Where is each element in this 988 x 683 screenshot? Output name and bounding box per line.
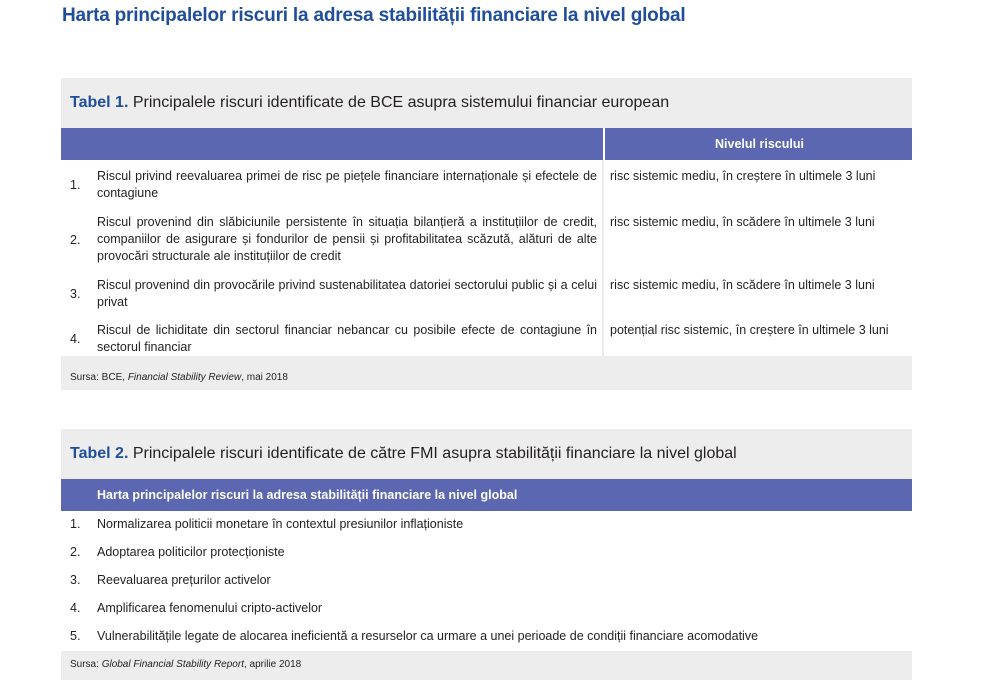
row-number: 1. (70, 178, 81, 192)
row-number: 2. (70, 233, 81, 247)
row-number: 4. (70, 601, 81, 615)
table-1-caption-number: Tabel 1. (70, 94, 129, 111)
row-number: 1. (70, 517, 81, 531)
row-number: 3. (70, 287, 81, 301)
table-1-source (70, 372, 288, 383)
table-2-body (61, 511, 912, 651)
table-2-header: Harta principalelor riscuri la adresa stabilității financiare la nivel global (97, 488, 518, 502)
source-date: , aprilie 2018 (243, 659, 302, 670)
table-1-caption-text: Principalele riscuri identificate de BCE asupra sistemului financiar european (132, 94, 670, 111)
table-1-header-row (61, 128, 912, 160)
table-1-caption (61, 78, 912, 128)
table-1-risk-level-header: Nivelul riscului (603, 128, 914, 160)
table-2-caption-number: Tabel 2. (70, 445, 129, 462)
risk-level: potențial risc sistemic, în creștere în ultimele 3 luni (610, 323, 889, 337)
table-2 (61, 429, 912, 680)
risk-description: Amplificarea fenomenului cripto-activelor (97, 601, 323, 615)
risk-level: risc sistemic mediu, în creștere în ultimele 3 luni (610, 169, 876, 183)
risk-description: Riscul provenind din provocările privind sustenabilitatea datoriei sectorului public și a celui privat (97, 278, 597, 309)
row-number: 5. (70, 629, 81, 643)
risk-level: risc sistemic mediu, în scădere în ultimele 3 luni (610, 215, 875, 229)
risk-description: Normalizarea politicii monetare în contextul presiunilor inflaționiste (97, 517, 464, 531)
risk-description: Reevaluarea prețurilor activelor (97, 573, 271, 587)
row-number: 4. (70, 332, 81, 346)
table-1 (61, 78, 912, 390)
table-2-caption (61, 429, 912, 479)
risk-description: Adoptarea politicilor protecționiste (97, 545, 285, 559)
risk-description: Riscul de lichiditate din sectorul financiar nebancar cu posibile efecte de contagiune în sectorul financiar (97, 323, 597, 354)
row-number: 3. (70, 573, 81, 587)
source-prefix: Sursa: (70, 659, 102, 670)
table-2-caption-text: Principalele riscuri identificate de către FMI asupra stabilității financiare la nivel global (132, 445, 737, 462)
risk-level: risc sistemic mediu, în scădere în ultimele 3 luni (610, 278, 875, 292)
page-title: Harta principalelor riscuri la adresa stabilității financiare la nivel global (62, 5, 686, 26)
source-prefix: Sursa: BCE, (70, 372, 128, 383)
risk-description: Vulnerabilitățile legate de alocarea ineficientă a resurselor ca urmare a unei perioade de condiții financiare acomodative (97, 629, 759, 643)
table-1-body (61, 160, 912, 356)
row-number: 2. (70, 545, 81, 559)
source-publication: Financial Stability Review (127, 372, 242, 383)
table-2-source (70, 659, 301, 670)
risk-description: Riscul privind reevaluarea primei de risc pe piețele financiare internaționale și efectele de contagiune (97, 169, 597, 200)
source-publication: Global Financial Stability Report (101, 659, 244, 670)
risk-description: Riscul provenind din slăbiciunile persistente în situația bilanțieră a instituțiilor de credit, companiilor de asigurare și fondurilor de pensii și profitabilitatea scăzută, alături de alte provocări structurale ale instituțiilor de credit (97, 215, 597, 263)
table-1-column-divider (602, 160, 604, 356)
table-2-header-row (61, 479, 912, 511)
source-date: , mai 2018 (241, 372, 288, 383)
